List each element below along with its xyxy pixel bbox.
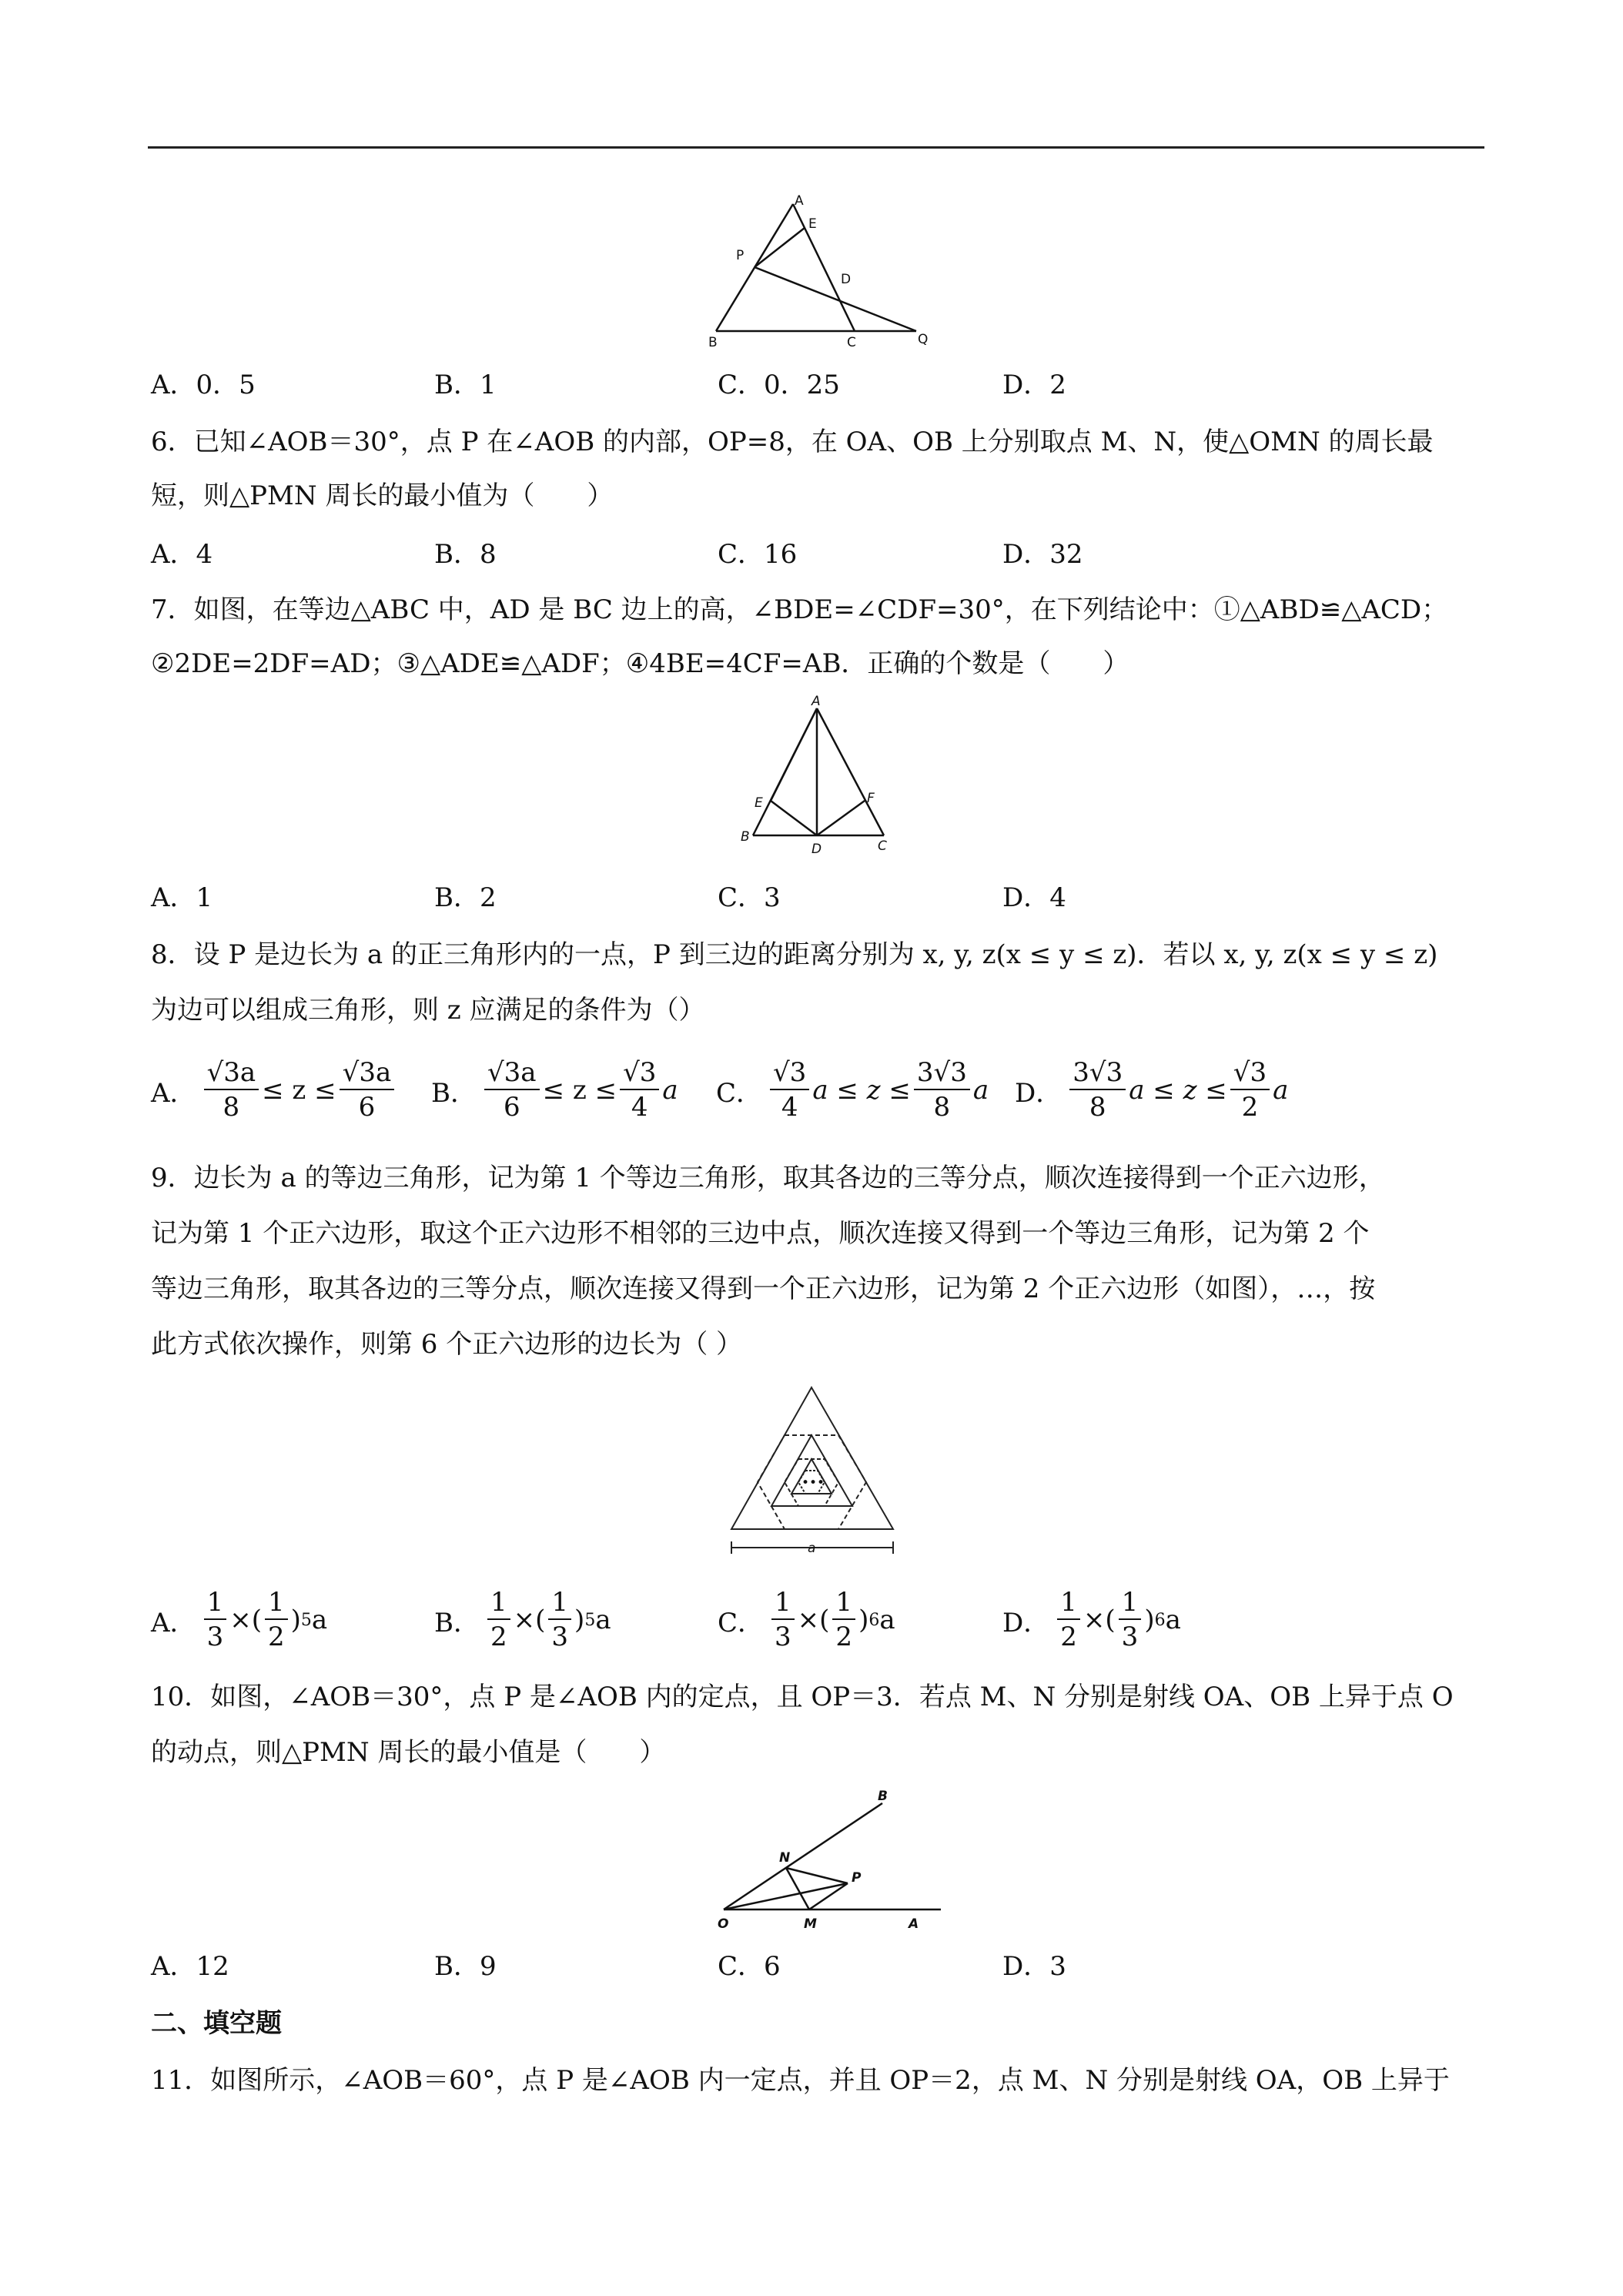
q9-d-times: ×( — [1083, 1605, 1116, 1635]
q9-b-d2: 3 — [551, 1622, 569, 1652]
q8-b-rden: 4 — [631, 1092, 648, 1123]
q7-stem-line-1: 7．如图，在等边△ABC 中，AD 是 BC 边上的高，∠BDE=∠CDF=30°，在下列结论中：①△ABD≌△ACD； — [151, 594, 1448, 625]
q9-stem-line-4: 此方式依次操作，则第 6 个正六边形的边长为（ ） — [151, 1329, 743, 1360]
q11-stem-line-1: 11．如图所示，∠AOB＝60°，点 P 是∠AOB 内一定点，并且 OP＝2，点 M、N 分别是射线 OA，OB 上异于 — [151, 2065, 1450, 2096]
q10-label-o: O — [718, 1916, 729, 1932]
q8-option-a-label: A． — [151, 1077, 196, 1109]
q8-b-lnum: √3a — [484, 1056, 540, 1090]
q9-c-exp: 6 — [868, 1610, 880, 1630]
q9-d-close: ) — [1144, 1605, 1155, 1635]
q8-b-mid: ≤ z ≤ — [542, 1075, 617, 1106]
q10-option-a: A．12 — [151, 1951, 229, 1982]
q8-option-a-right-frac — [340, 1056, 395, 1124]
q8-d-lden: 8 — [1089, 1092, 1106, 1123]
q9-option-c — [718, 1586, 895, 1654]
q9-a-n1: 1 — [204, 1586, 227, 1620]
q8-c-mid: a ≤ z ≤ — [812, 1075, 911, 1106]
q9-c-label: C． — [718, 1607, 765, 1638]
q7-label-f: F — [867, 791, 875, 806]
q9-d-frac2 — [1119, 1586, 1142, 1654]
q9-b-n2: 1 — [548, 1586, 571, 1620]
q10-option-b: B．9 — [434, 1951, 497, 1982]
q7-label-b: B — [741, 829, 750, 845]
q9-label-a: a — [808, 1541, 816, 1556]
q10-label-a: A — [909, 1916, 919, 1932]
q7-option-b: B．2 — [434, 882, 497, 913]
q9-a-close: ) — [290, 1605, 301, 1635]
q9-c-n2: 1 — [832, 1586, 855, 1620]
q8-option-b-label: B． — [431, 1077, 477, 1109]
q8-option-c — [716, 1056, 989, 1124]
q5-label-e: E — [808, 216, 817, 232]
q10-figure — [713, 1785, 959, 1936]
q7-figure — [738, 693, 907, 862]
q9-c-close: ) — [858, 1605, 869, 1635]
q5-label-c: C — [847, 335, 856, 350]
q7-option-a: A．1 — [151, 882, 213, 913]
q8-a-lnum: √3a — [204, 1056, 259, 1090]
q6-option-a: A．4 — [151, 539, 213, 570]
q6-stem-line-1: 6．已知∠AOB＝30°，点 P 在∠AOB 的内部，OP=8，在 OA、OB 上分别取点 M、N，使△OMN 的周长最 — [151, 427, 1434, 457]
q9-d-d1: 2 — [1060, 1622, 1077, 1652]
q9-b-tail: a — [595, 1605, 611, 1635]
q8-option-d — [1015, 1056, 1288, 1124]
q7-label-c: C — [878, 838, 887, 854]
q8-c-lnum: √3 — [770, 1056, 809, 1090]
q10-stem-line-2: 的动点，则△PMN 周长的最小值是（ ） — [151, 1737, 666, 1768]
q5-label-a: A — [795, 193, 804, 209]
q9-d-label: D． — [1002, 1607, 1050, 1638]
q5-option-b: B．1 — [434, 370, 497, 400]
q9-stem-line-3: 等边三角形，取其各边的三等分点，顺次连接又得到一个正六边形，记为第 2 个正六边形（如图），…，按 — [151, 1274, 1376, 1304]
q8-d-rden: 2 — [1241, 1092, 1259, 1123]
q8-b-lden: 6 — [503, 1092, 520, 1123]
q10-stem-line-1: 10．如图，∠AOB＝30°，点 P 是∠AOB 内的定点，且 OP＝3．若点 M、N 分别是射线 OA、OB 上异于点 O — [151, 1682, 1454, 1712]
q8-d-rnum: √3 — [1230, 1056, 1270, 1090]
q9-b-exp: 5 — [584, 1610, 596, 1630]
q6-option-d: D．32 — [1002, 539, 1083, 570]
q8-option-a-left-frac — [204, 1056, 259, 1124]
q9-dots: ••• — [801, 1475, 825, 1491]
q6-option-c: C．16 — [718, 539, 798, 570]
q10-label-n: N — [779, 1850, 791, 1866]
q8-option-d-left-frac — [1069, 1056, 1126, 1124]
q9-b-times: ×( — [513, 1605, 546, 1635]
q9-b-d1: 2 — [490, 1622, 507, 1652]
q10-option-d: D．3 — [1002, 1951, 1066, 1982]
q9-d-frac1 — [1057, 1586, 1080, 1654]
q8-c-rnum: 3√3 — [914, 1056, 970, 1090]
q9-stem-line-2: 记为第 1 个正六边形，取这个正六边形不相邻的三边中点，顺次连接又得到一个等边三角形，记为第 2 个 — [151, 1218, 1370, 1249]
q8-stem-line-2: 为边可以组成三角形，则 z 应满足的条件为（） — [151, 995, 705, 1026]
q7-label-e: E — [755, 795, 763, 811]
q5-label-b: B — [708, 335, 718, 350]
q10-label-p: P — [852, 1870, 862, 1886]
q7-label-a: A — [812, 694, 821, 709]
q8-option-b-right-frac — [620, 1056, 659, 1124]
q9-option-a — [151, 1586, 327, 1654]
q8-b-tail: a — [662, 1075, 678, 1106]
q9-b-label: B． — [434, 1607, 480, 1638]
q8-a-lden: 8 — [223, 1092, 240, 1123]
q9-b-close: ) — [574, 1605, 585, 1635]
q9-a-n2: 1 — [265, 1586, 288, 1620]
q8-option-c-left-frac — [770, 1056, 809, 1124]
q9-c-n1: 1 — [771, 1586, 795, 1620]
q9-a-tail: a — [311, 1605, 328, 1635]
q8-c-lden: 4 — [781, 1092, 798, 1123]
q9-b-frac2 — [548, 1586, 571, 1654]
q9-a-d2: 2 — [267, 1622, 285, 1652]
q8-d-tail: a — [1273, 1075, 1289, 1106]
q8-option-c-label: C． — [716, 1077, 763, 1109]
q8-d-mid: a ≤ z ≤ — [1129, 1075, 1227, 1106]
q10-label-m: M — [804, 1916, 817, 1932]
q9-option-b — [434, 1586, 611, 1654]
q5-label-q: Q — [918, 332, 929, 347]
q9-c-d1: 3 — [775, 1622, 791, 1652]
q9-figure — [722, 1378, 907, 1563]
q8-c-tail: a — [972, 1075, 989, 1106]
q8-a-mid: ≤ z ≤ — [262, 1075, 336, 1106]
q10-option-c: C．6 — [718, 1951, 781, 1982]
q8-c-rden: 8 — [933, 1092, 951, 1123]
q7-stem-line-2: ②2DE=2DF=AD；③△ADE≌△ADF；④4BE=4CF=AB．正确的个数是（ ） — [151, 648, 1129, 679]
q9-a-frac2 — [265, 1586, 288, 1654]
q9-a-label: A． — [151, 1607, 196, 1638]
q9-c-frac2 — [832, 1586, 855, 1654]
q8-a-rden: 6 — [358, 1092, 376, 1123]
q8-a-rnum: √3a — [340, 1056, 395, 1090]
section-title-fill-in: 二、填空题 — [151, 2008, 282, 2039]
header-rule — [148, 146, 1484, 149]
q9-a-frac1 — [204, 1586, 227, 1654]
q9-d-tail: a — [1165, 1605, 1181, 1635]
q8-option-c-right-frac — [914, 1056, 970, 1124]
q5-figure — [708, 192, 939, 354]
q8-option-d-label: D． — [1015, 1077, 1062, 1109]
q9-c-d2: 2 — [835, 1622, 853, 1652]
q9-d-d2: 3 — [1121, 1622, 1139, 1652]
q5-label-d: D — [841, 272, 852, 287]
q9-option-d — [1002, 1586, 1181, 1654]
q9-a-d1: 3 — [206, 1622, 224, 1652]
q9-a-times: ×( — [229, 1605, 262, 1635]
q9-d-n1: 1 — [1057, 1586, 1080, 1620]
q5-option-c: C．0．25 — [718, 370, 840, 400]
q9-c-frac1 — [771, 1586, 795, 1654]
q8-option-b-left-frac — [484, 1056, 540, 1124]
q9-c-times: ×( — [797, 1605, 830, 1635]
q8-option-d-right-frac — [1230, 1056, 1270, 1124]
q5-label-p: P — [736, 248, 745, 263]
q8-option-a — [151, 1056, 397, 1124]
q8-option-b — [431, 1056, 678, 1124]
q7-label-d: D — [812, 842, 822, 857]
q6-option-b: B．8 — [434, 539, 497, 570]
q8-b-rnum: √3 — [620, 1056, 659, 1090]
q7-option-d: D．4 — [1002, 882, 1066, 913]
q7-option-c: C．3 — [718, 882, 781, 913]
q5-option-d: D．2 — [1002, 370, 1066, 400]
q9-b-frac1 — [487, 1586, 510, 1654]
q8-d-lnum: 3√3 — [1069, 1056, 1126, 1090]
q5-option-a: A．0．5 — [151, 370, 256, 400]
q9-d-exp: 6 — [1154, 1610, 1166, 1630]
q8-stem-line-1: 8．设 P 是边长为 a 的正三角形内的一点，P 到三边的距离分别为 x, y, z(x ≤ y ≤ z)．若以 x, y, z(x ≤ y ≤ z) — [151, 939, 1438, 970]
q9-c-tail: a — [879, 1605, 895, 1635]
q9-stem-line-1: 9．边长为 a 的等边三角形，记为第 1 个等边三角形，取其各边的三等分点，顺次连接得到一个正六边形， — [151, 1163, 1385, 1193]
q10-label-b: B — [878, 1789, 888, 1804]
q6-stem-line-2: 短，则△PMN 周长的最小值为（ ） — [151, 480, 614, 511]
q9-d-n2: 1 — [1119, 1586, 1142, 1620]
q9-b-n1: 1 — [487, 1586, 510, 1620]
q9-a-exp: 5 — [300, 1610, 312, 1630]
